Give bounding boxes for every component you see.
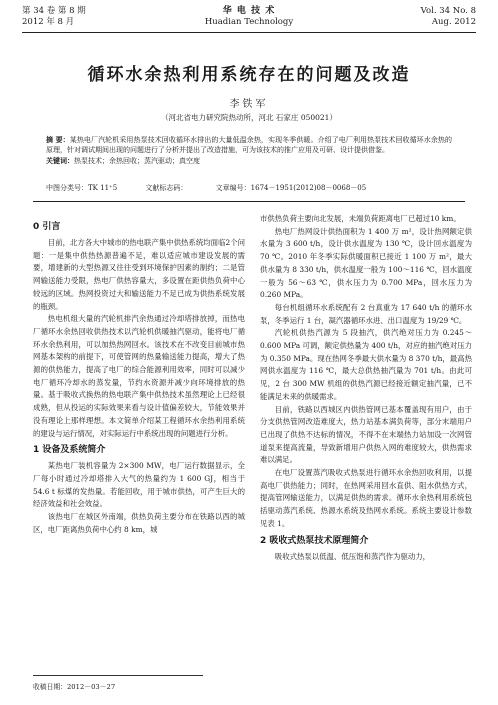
paragraph: 吸收式热泵以低温、低压饱和蒸汽作为驱动力，: [274, 551, 431, 561]
paragraph: 该热电厂在城区外南端，供热负荷主要分布在铁路以西的城区，电厂距离热负荷中心约 8 km，城: [33, 512, 245, 534]
author: 李铁军: [229, 99, 269, 110]
journal-cn: 华 电 技 术: [222, 6, 276, 16]
article-number: 文章编号：1674－1951(2012)08－0068－05: [215, 184, 367, 192]
document-code: 文献标志码：: [145, 184, 188, 192]
right-column: [260, 213, 472, 563]
paragraph: 每台机组循环水系统配有 2 台真重为 17 640 t/h 的循环水泵，冬季运行 1 台，凝汽器循环水进、出口温度为 19/29 ℃。: [260, 302, 472, 325]
paragraph: 热电机组大量的汽轮机排汽余热通过冷却塔排放掉，而热电厂循环水余热回收供热技术以汽轮机供暖抽汽驱动，能将电厂循环水余热利用，可以加热热网回水。该技术在不改变目前城市热网基本架构的前提下，可使管网的热量输送能力提高，增大了热源的供热能力，提高了电厂的综合能源利用效率，同时可以减少电厂循环冷却水的蒸发量，节约水资源并减少向环境排放的热量。基于吸收式换热的热电联产集中供热技术虽然理论上已经很成熟，但从投运的实际效果来看与设计值偏差较大，节能效果并没有理论上那样理想。本文简单介绍某工程循环水余热利用系统的建设与运行情况，对实际运行中系统出现的问题进行分析。: [33, 314, 245, 438]
paragraph: 汽轮机供热汽源为 5 段抽汽，供汽绝对压力为 0.245～0.600 MPa 可调，额定供热量为 400 t/h，对应的抽汽绝对压力为 0.350 MPa。现在热网冬季最大供水量为 8 370 t/h，最高热网供水温度为 116 ℃，最大总供热抽汽量为 701 t/h。由此可见，2 台 300 MW 机组的供热汽源已经接近额定抽汽量，已不能满足未来的供暖需求。: [260, 328, 472, 401]
paragraph: 目前，北方各大中城市的热电联产集中供热系统均面临2个问题：一是集中供热热源普遍不足，难以适应城市建设发展的需要，增建新的大型热源又往往受到环境保护因素的制约；二是管网输送能力受限，热电厂供热容量大，多设置在距供热负荷中心较远的区域。热网投资过大和输送能力不足已成为供热系统发展的瓶颈。: [33, 238, 245, 311]
keywords: [46, 156, 452, 166]
classification-line: [46, 183, 452, 193]
header-right: [421, 6, 476, 28]
abstract-rule: [33, 201, 465, 202]
paragraph: 目前，铁路以西城区内供热管网已基本覆盖现有用户，由于分支供热管网改造难度大，热力站基本满负荷等，部分末端用户已出现了供热不达标的情况，不得不在末端热力站加设一次网管道泵来提高流量，导致新增用户供热入网的难度较大，供热需求难以满足。: [260, 404, 472, 465]
left-column: [33, 213, 245, 536]
volume-en: Vol. 34 No. 8: [420, 6, 476, 16]
paragraph: 某热电厂装机容量为 2×300 MW，电厂运行数据显示，全厂每小时通过冷却塔排入大气的热量约为 1 600 GJ，相当于 54.6 t 标煤的发热量。若能回收，用于城市供热，可产生巨大的经济效益和社会效益。: [33, 461, 245, 509]
paragraph: 市供热负荷主要向北发展，未端负荷距离电厂已超过10 km。: [260, 214, 461, 223]
footnote-rule: [33, 675, 203, 676]
header-rule: [22, 32, 476, 33]
abstract-text: 某热电厂汽轮机采用热泵技术回收循环水排出的大量低温余热，实现冬季供暖。介绍了电厂利用热泵技术回收循环水余热的原理，针对调试期间出现的问题进行了分析并提出了改造措施，可为该技术的推广应用及可研、设计提供借鉴。: [46, 136, 453, 155]
abstract: [46, 135, 452, 166]
paragraph: 热电厂热网设计供热面积为 1 400 万 m²，设计热网额定供水量为 3 600 t/h，设计供水温度为 130 ℃，设计回水温度为 70 ℃。2010 年冬季实际供暖面积已接近 1 100 万 m²，最大供水量为 8 330 t/h，供水温度一般为 100～116 ℃，回水温度一般为 56～63 ℃，供水压力为 0.700 MPa，回水压力为 0.260 MPa。: [260, 226, 472, 300]
article-title: 循环水余热利用系统存在的问题及改造: [87, 65, 411, 85]
paragraph: 在电厂设置蒸汽吸收式热泵进行循环水余热回收利用，以提高电厂供热能力；同时，在热网采用回水直供、阻水供热方式，提高管网输送能力，以满足供热的需求。循环水余热利用系统包括驱动蒸汽系统、热源水系统及热网水系统。系统主要设计参数见表 1。: [260, 468, 472, 528]
section-heading-intro: 0 引言: [33, 222, 61, 232]
keywords-text: 热泵技术；余热回收；蒸汽驱动；真空度: [74, 156, 200, 165]
running-header: [22, 6, 476, 30]
affiliation: （河北省电力研究院热动所，河北 石家庄 050021）: [161, 113, 337, 122]
date-cn: 2012 年 8 月: [22, 17, 75, 27]
section-heading-equipment: 1 设备及系统简介: [33, 445, 106, 456]
date-en: Aug. 2012: [431, 17, 476, 27]
received-date: 收稿日期：2012－03－27: [33, 683, 116, 691]
clc-number: 中图分类号：TK 11⁺5: [46, 184, 118, 192]
abstract-body: [46, 135, 452, 156]
header-center: [22, 6, 476, 28]
journal-en: Huadian Technology: [204, 17, 294, 27]
volume-cn: 第 34 卷 第 8 期: [22, 6, 86, 16]
abstract-label: 摘 要：: [46, 136, 70, 144]
section-heading-heat-pump: 2 吸收式热泵技术原理简介: [260, 535, 369, 546]
keywords-label: 关键词：: [46, 156, 74, 165]
